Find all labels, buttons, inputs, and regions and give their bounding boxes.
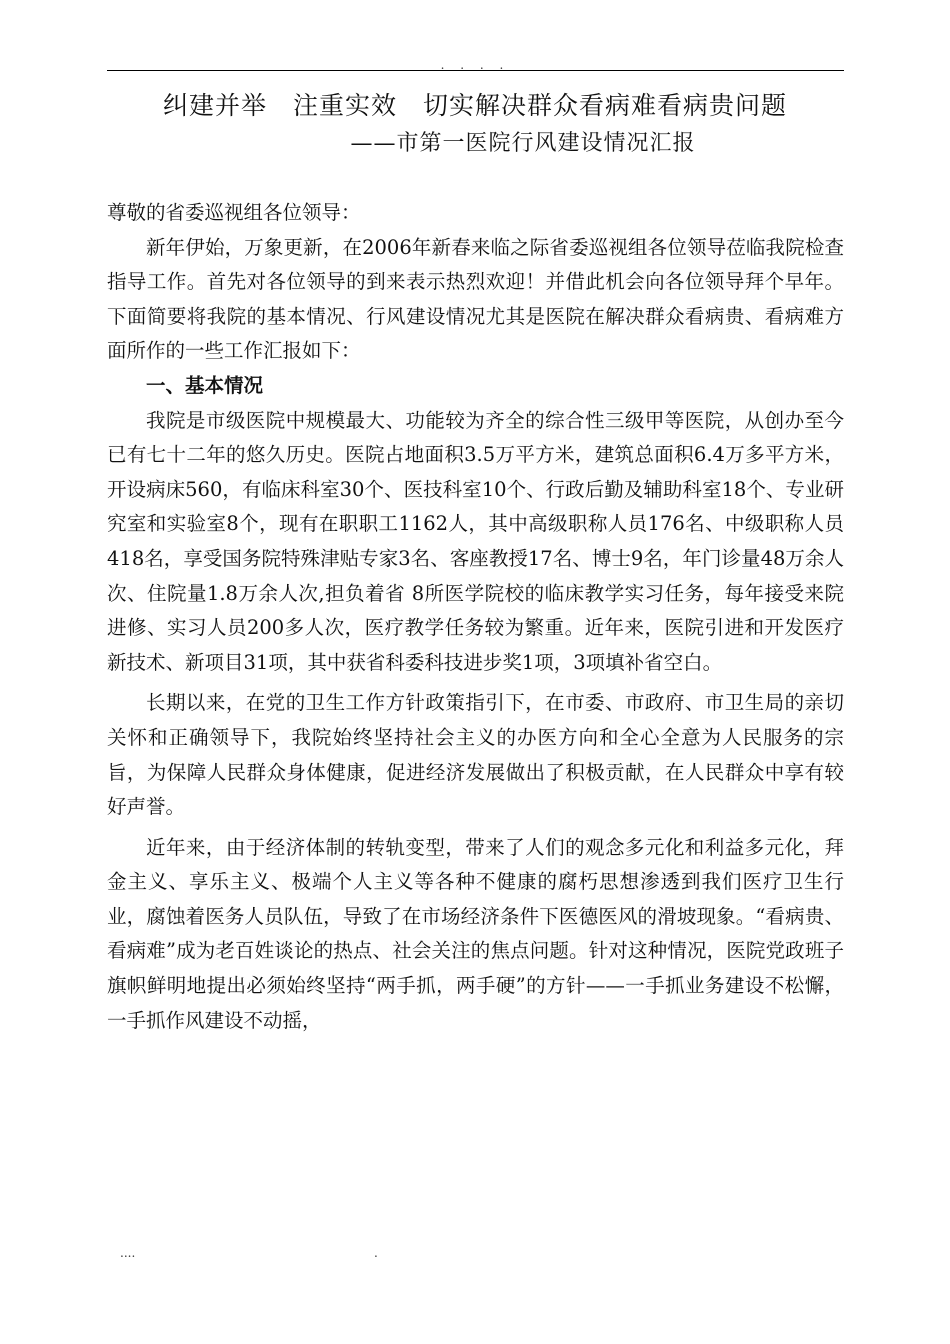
footer-dot-mid: .: [374, 1246, 378, 1260]
document-subtitle: ——市第一医院行风建设情况汇报: [350, 131, 696, 156]
footer-dots-left: ....: [120, 1246, 136, 1260]
document-body: [107, 196, 844, 1038]
section-heading-basic: 一、基本情况: [146, 373, 264, 397]
paragraph-basic-info: 我院是市级医院中规模最大、功能较为齐全的综合性三级甲等医院，从创办至今已有七十二年的悠久历史。医院占地面积3.5万平方米，建筑总面积6.4万多平方米，开设病床560，有临床科室30个、医技科室10个、行政后勤及辅助科室18个、专业研究室和实验室8个，现有在职职工1162人，其中高级职称人员176名、中级职称人员418名，享受国务院特殊津贴专家3名、客座教授17名、博士9名，年门诊量48万余人次、住院量1.8万余人次,担负着省 8所医学院校的临床教学实习任务，每年接受来院进修、实习人员200多人次，医疗教学任务较为繁重。近年来，医院引进和开发医疗新技术、新项目31项，其中获省科委科技进步奖1项，3项填补省空白。: [107, 408, 844, 674]
header-dots: . . . .: [440, 58, 510, 72]
salutation: 尊敬的省委巡视组各位领导：: [107, 201, 361, 224]
document-title: 纠建并举 注重实效 切实解决群众看病难看病贵问题: [162, 91, 787, 120]
header-rule: [107, 70, 844, 71]
paragraph-recent-issues: 近年来，由于经济体制的转轨变型，带来了人们的观念多元化和利益多元化，拜金主义、享乐主义、极端个人主义等各种不健康的腐朽思想渗透到我们医疗卫生行业，腐蚀着医务人员队伍，导致了在市场经济条件下医德医风的滑坡现象。“看病贵、看病难”成为老百姓谈论的热点、社会关注的焦点问题。针对这种情况，医院党政班子旗帜鲜明地提出必须始终坚持“两手抓，两手硬”的方针——一手抓业务建设不松懈，一手抓作风建设不动摇，: [107, 835, 844, 1032]
paragraph-leadership: 长期以来，在党的卫生工作方针政策指引下，在市委、市政府、市卫生局的亲切关怀和正确领导下，我院始终坚持社会主义的办医方向和全心全意为人民服务的宗旨，为保障人民群众身体健康，促进经济发展做出了积极贡献，在人民群众中享有较好声誉。: [107, 691, 844, 819]
paragraph-intro: 新年伊始，万象更新，在2006年新春来临之际省委巡视组各位领导莅临我院检查指导工作。首先对各位领导的到来表示热烈欢迎！并借此机会向各位领导拜个早年。下面简要将我院的基本情况、行风建设情况尤其是医院在解决群众看病贵、看病难方面所作的一些工作汇报如下：: [107, 235, 844, 363]
